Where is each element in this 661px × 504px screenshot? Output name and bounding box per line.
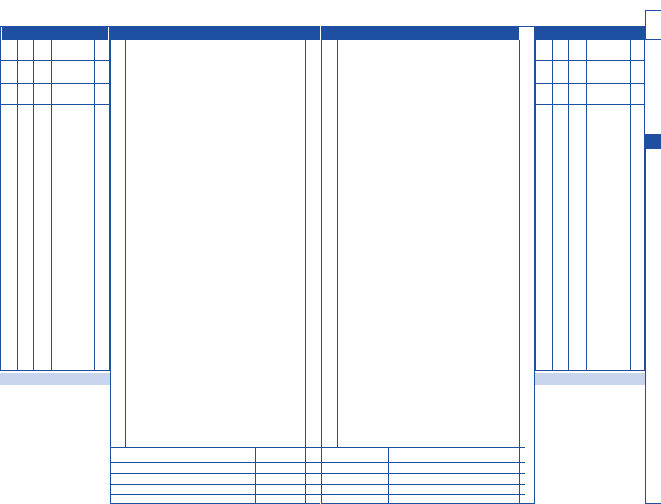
visitor-score-row — [0, 63, 110, 82]
visitor-shootout — [0, 371, 110, 504]
local-coaches — [388, 447, 519, 504]
local-names-header-bar — [321, 26, 519, 40]
visitor-names-header-bar — [110, 26, 320, 40]
visitor-coaches — [110, 447, 255, 504]
local-score-header — [536, 26, 644, 40]
local-shootout — [535, 371, 645, 504]
visitor-score-row — [0, 84, 110, 103]
local-score-row — [535, 63, 645, 82]
